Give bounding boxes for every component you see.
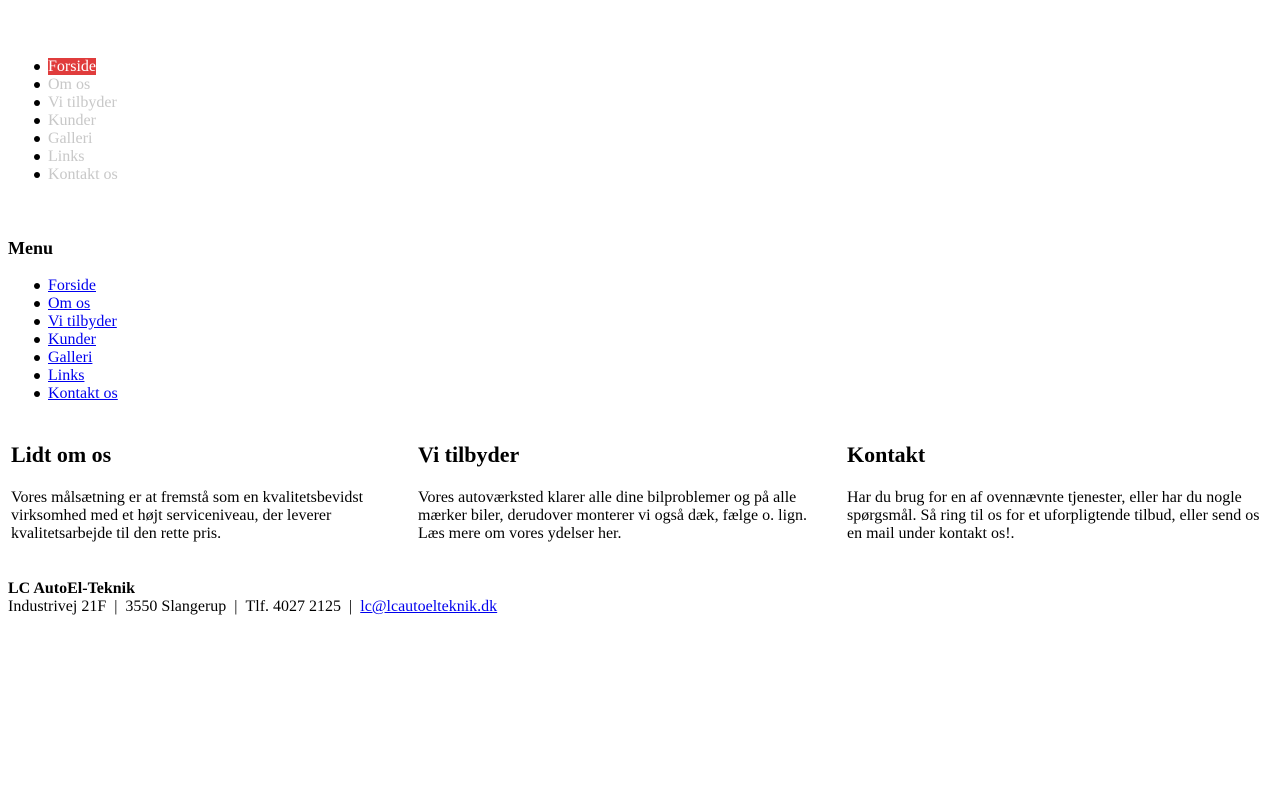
section-services <box>418 441 828 542</box>
top-nav-item-galleri <box>48 130 118 148</box>
menu-link-galleri[interactable]: Galleri <box>48 349 93 366</box>
top-nav-link-forside[interactable]: Forside <box>48 58 96 75</box>
top-nav-link-kunder[interactable]: Kunder <box>48 112 96 129</box>
menu-item-kontakt-os <box>48 385 118 403</box>
footer-separator: | <box>114 598 118 615</box>
menu-link-kontakt-os[interactable]: Kontakt os <box>48 385 118 402</box>
footer-city: 3550 Slangerup <box>125 598 227 615</box>
menu-link-vi-tilbyder[interactable]: Vi tilbyder <box>48 313 117 330</box>
top-nav-item-kontakt-os <box>48 166 118 184</box>
top-navigation <box>8 58 118 184</box>
menu-item-links <box>48 367 118 385</box>
top-nav-item-om-os <box>48 76 118 94</box>
top-nav-link-vi-tilbyder[interactable]: Vi tilbyder <box>48 94 117 111</box>
top-nav-link-om-os[interactable]: Om os <box>48 76 91 93</box>
footer-address: Industrivej 21F <box>8 598 107 615</box>
section-contact-title: Kontakt <box>847 442 926 467</box>
footer-separator: | <box>234 598 238 615</box>
section-contact-text: Har du brug for en af ovennævnte tjenester, eller har du nogle spørgsmål. Så ring til os for et uforpligtende tilbud, eller send os en mail under kontakt os!. <box>847 489 1260 542</box>
footer-email-link[interactable]: lc@lcautoelteknik.dk <box>360 598 498 615</box>
section-about <box>11 441 391 542</box>
menu-navigation <box>8 277 118 403</box>
menu-item-galleri <box>48 349 118 367</box>
footer-company-name: LC AutoEl-Teknik <box>8 580 136 597</box>
top-nav-item-vi-tilbyder <box>48 94 118 112</box>
menu-link-kunder[interactable]: Kunder <box>48 331 96 348</box>
menu-heading: Menu <box>8 238 53 258</box>
footer <box>8 580 497 616</box>
section-about-title: Lidt om os <box>11 442 112 467</box>
footer-separator: | <box>349 598 353 615</box>
top-nav-item-kunder <box>48 112 118 130</box>
section-contact <box>847 441 1272 542</box>
footer-contact-line <box>8 598 497 616</box>
section-services-title: Vi tilbyder <box>418 442 520 467</box>
menu-item-forside <box>48 277 118 295</box>
menu-item-om-os <box>48 295 118 313</box>
section-about-text: Vores målsætning er at fremstå som en kvalitetsbevidst virksomhed med et højt serviceniveau, der leverer kvalitetsarbejde til den rette pris. <box>11 489 364 542</box>
top-nav-item-forside <box>48 58 118 76</box>
menu-link-forside[interactable]: Forside <box>48 277 96 294</box>
top-nav-link-links[interactable]: Links <box>48 148 85 165</box>
menu-item-kunder <box>48 331 118 349</box>
section-services-text: Vores autoværksted klarer alle dine bilproblemer og på alle mærker biler, derudover monterer vi også dæk, fælge o. lign. Læs mere om vores ydelser her. <box>418 489 808 542</box>
footer-phone: Tlf. 4027 2125 <box>245 598 342 615</box>
top-nav-link-kontakt-os[interactable]: Kontakt os <box>48 166 118 183</box>
top-nav-item-links <box>48 148 118 166</box>
menu-link-om-os[interactable]: Om os <box>48 295 91 312</box>
top-nav-link-galleri[interactable]: Galleri <box>48 130 93 147</box>
menu-link-links[interactable]: Links <box>48 367 85 384</box>
menu-item-vi-tilbyder <box>48 313 118 331</box>
